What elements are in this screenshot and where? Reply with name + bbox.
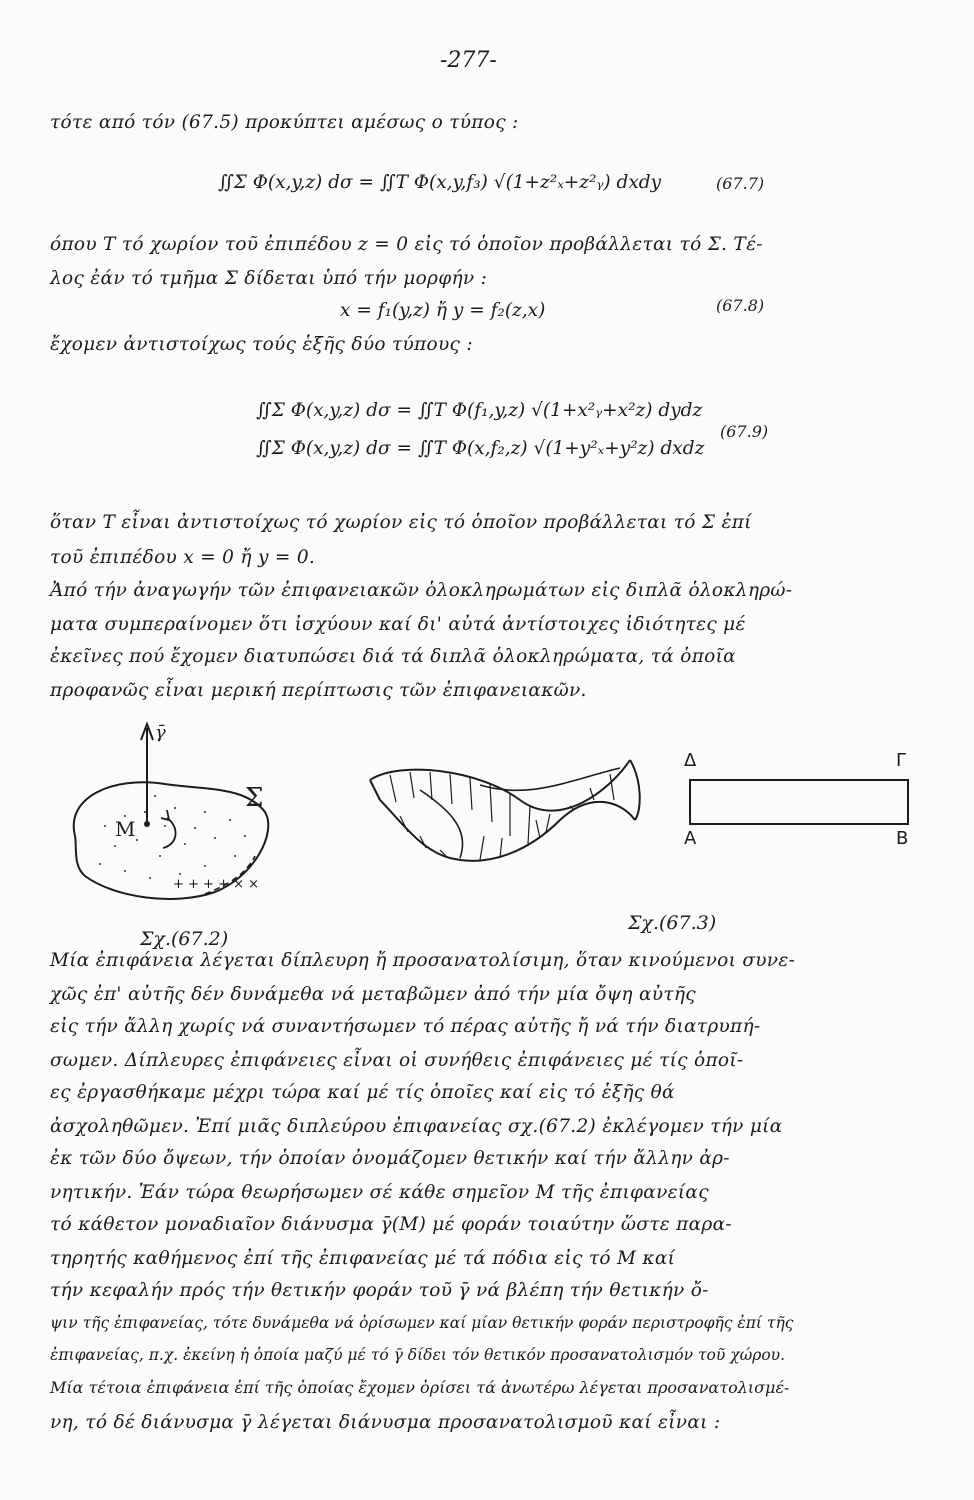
- m-label: M: [115, 817, 136, 841]
- caption-67-2: Σχ.(67.2): [140, 928, 229, 950]
- text-line: ψιν τῆς ἐπιφανείας, τότε δυνάμεθα νά ὁρίσωμεν καί μίαν θετικήν φοράν περιστροφῆς ἐπί τῆς: [50, 1314, 794, 1332]
- page-number: -277-: [440, 48, 497, 73]
- text-line: χῶς ἐπ' αὐτῆς δέν δυνάμεθα νά μεταβῶμεν ἀπό τήν μία ὄψη αὐτῆς: [50, 984, 696, 1005]
- text-line: ἔχομεν ἀντιστοίχως τούς ἑξῆς δύο τύπους :: [50, 334, 473, 355]
- label-a: A: [684, 828, 697, 849]
- text-line: ες ἐργασθήκαμε μέχρι τώρα καί μέ τίς ὁποῖες καί εἰς τό ἑξῆς θά: [50, 1082, 675, 1103]
- text-line: τό κάθετον μοναδιαῖον διάνυσμα γ̄(Μ) μέ φοράν τοιαύτην ὥστε παρα-: [50, 1214, 732, 1235]
- text-line: σωμεν. Δίπλευρες ἐπιφάνειες εἶναι οἱ συνήθεις ἐπιφάνειες μέ τίς ὁποῖ-: [50, 1050, 744, 1071]
- text-line: ἐκεῖνες πού ἔχομεν διατυπώσει διά τά διπλᾶ ὁλοκληρώματα, τά ὁποῖα: [50, 646, 736, 667]
- point-m: [144, 821, 150, 827]
- text-line: τοῦ ἐπιπέδου x = 0 ἤ y = 0.: [50, 547, 316, 568]
- label-gamma: Γ: [896, 750, 907, 771]
- caption-67-3: Σχ.(67.3): [628, 912, 717, 934]
- text-line: εἰς τήν ἄλλη χωρίς νά συναντήσωμεν τό πέρας αὐτῆς ἤ νά τήν διατρυπή-: [50, 1016, 761, 1037]
- rotation-arrow: [163, 818, 176, 848]
- equation-number: (67.7): [716, 174, 765, 193]
- text-line: ὅταν Τ εἶναι ἀντιστοίχως τό χωρίον εἰς τό ὁποῖον προβάλλεται τό Σ ἐπί: [50, 512, 752, 533]
- label-delta: Δ: [684, 750, 697, 771]
- label-b: B: [896, 828, 909, 849]
- text-line: Μία ἐπιφάνεια λέγεται δίπλευρη ἤ προσανατολίσιμη, ὅταν κινούμενοι συνε-: [50, 950, 796, 971]
- text-line: τήν κεφαλήν πρός τήν θετικήν φοράν τοῦ γ̄ νά βλέπη τήν θετικήν ὄ-: [50, 1280, 709, 1301]
- text-line: νητικήν. Ἐάν τώρα θεωρήσωμεν σέ κάθε σημεῖον Μ τῆς ἐπιφανείας: [50, 1182, 709, 1203]
- text-line: τότε από τόν (67.5) προκύπτει αμέσως ο τύπος :: [50, 112, 519, 133]
- equation-number: (67.9): [720, 422, 769, 441]
- strip-hatching: [390, 772, 614, 860]
- equation-67-9a: ∬Σ Φ(x,y,z) dσ = ∬T Φ(f₁,y,z) √(1+x²ᵧ+x²z) dydz: [256, 400, 703, 421]
- gamma-label: γ̄: [155, 722, 166, 743]
- text-line: ματα συμπεραίνομεν ὅτι ἰσχύουν καί δι' αὐτά ἀντίστοιχες ἰδιότητες μέ: [50, 614, 746, 635]
- equation-67-8: x = f₁(y,z) ἤ y = f₂(z,x): [340, 300, 546, 321]
- text-line: όπου Τ τό χωρίον τοῦ ἐπιπέδου z = 0 εἰς τό ὁποῖον προβάλλεται τό Σ. Τέ-: [50, 234, 763, 255]
- rectangle-abgd: [690, 780, 908, 824]
- sigma-label: Σ: [245, 783, 264, 813]
- text-line: τηρητής καθήμενος ἐπί τῆς ἐπιφανείας μέ τά πόδια εἰς τό Μ καί: [50, 1248, 676, 1269]
- text-line: προφανῶς εἶναι μερική περίπτωσις τῶν ἐπιφανειακῶν.: [50, 680, 587, 701]
- rectangle-figure: [672, 746, 922, 856]
- equation-number: (67.8): [716, 296, 765, 315]
- text-line: ἐπιφανείας, π.χ. ἐκείνη ἡ ὁποία μαζύ μέ τό γ̄ δίδει τόν θετικόν προσανατολισμόν τοῦ χώρου.: [50, 1346, 786, 1364]
- text-line: Ἀπό τήν ἀναγωγήν τῶν ἐπιφανειακῶν ὁλοκληρωμάτων εἰς διπλᾶ ὁλοκληρώ-: [50, 580, 793, 601]
- text-line: λος ἐάν τό τμῆμα Σ δίδεται ὑπό τήν μορφήν :: [50, 268, 488, 289]
- text-line: ἐκ τῶν δύο ὄψεων, τήν ὁποίαν ὀνομάζομεν θετικήν καί τήν ἄλλην ἀρ-: [50, 1148, 730, 1169]
- text-line: Μία τέτοια ἐπιφάνεια ἐπί τῆς ὁποίας ἔχομεν ὁρίσει τά ἀνωτέρω λέγεται προσανατολισμέ-: [50, 1378, 790, 1397]
- surface-figure: [55, 716, 285, 916]
- text-line: ἀσχοληθῶμεν. Ἐπί μιᾶς διπλεύρου ἐπιφανείας σχ.(67.2) ἐκλέγομεν τήν μία: [50, 1116, 783, 1137]
- equation-67-9b: ∬Σ Φ(x,y,z) dσ = ∬T Φ(x,f₂,z) √(1+y²ₓ+y²z) dxdz: [256, 438, 705, 459]
- mobius-strip-figure: [360, 740, 650, 890]
- equation-67-7: ∬Σ Φ(x,y,z) dσ = ∬T Φ(x,y,f₃) √(1+z²ₓ+z²ᵧ) dxdy: [218, 172, 662, 193]
- svg-text:+ + + + × ×: + + + + × ×: [173, 877, 260, 892]
- text-line: νη, τό δέ διάνυσμα γ̄ λέγεται διάνυσμα προσανατολισμοῦ καί εἶναι :: [50, 1412, 721, 1433]
